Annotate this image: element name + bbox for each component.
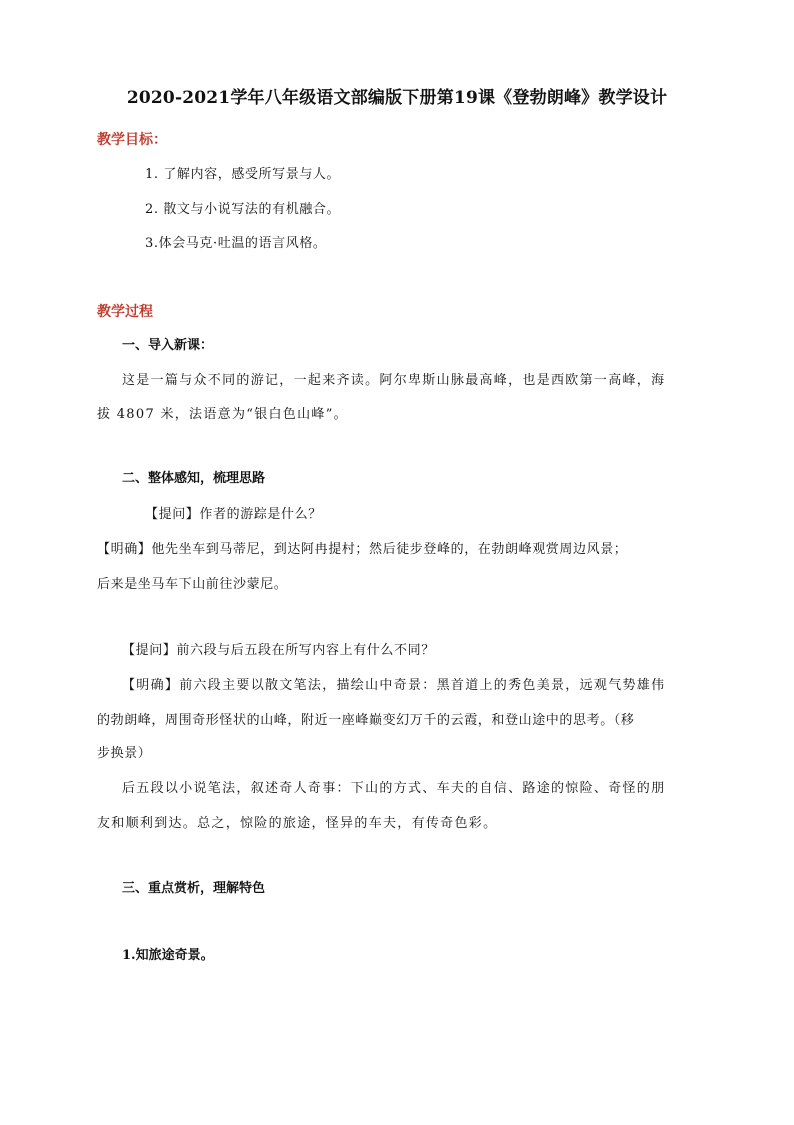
section2-answer-1-line-1: 【明确】他先坐车到马蒂尼，到达阿冉提村；然后徒步登峰的，在勃朗峰观赏周边风景； (97, 542, 628, 557)
document-title: 2020-2021学年八年级语文部编版下册第19课《登勃朗峰》教学设计 (126, 88, 668, 108)
objectives-heading: 教学目标： (97, 132, 167, 148)
section2-answer-2-line-2: 的勃朗峰，周围奇形怪状的山峰，附近一座峰巅变幻万千的云霞，和登山途中的思考。（移 (97, 713, 635, 728)
section1-line-1: 这是一篇与众不同的游记，一起来齐读。阿尔卑斯山脉最高峰，也是西欧第一高峰，海 (122, 373, 666, 388)
section2-answer-2-line-1: 【明确】前六段主要以散文笔法，描绘山中奇景：黑首道上的秀色美景，远观气势雄伟 (122, 678, 666, 693)
section2-answer-3-line-2: 友和顺利到达。总之，惊险的旅途，怪异的车夫，有传奇色彩。 (97, 816, 498, 831)
section1-heading: 一、导入新课： (122, 338, 214, 353)
section2-answer-1-line-2: 后来是坐马车下山前往沙蒙尼。 (97, 577, 288, 592)
section2-question-2: 【提问】前六段与后五段在所写内容上有什么不同？ (122, 643, 435, 658)
process-heading: 教学过程 (97, 304, 153, 320)
objective-item-3: 3.体会马克·吐温的语言风格。 (145, 236, 327, 251)
section3-heading: 三、重点赏析，理解特色 (122, 881, 266, 896)
objective-item-1: 1. 了解内容，感受所写景与人。 (145, 167, 341, 182)
section1-line-2: 拔 4807 米，法语意为“银白色山峰”。 (97, 407, 348, 422)
objective-item-2: 2. 散文与小说写法的有机融合。 (145, 202, 341, 217)
section3-subheading-1: 1.知旅途奇景。 (122, 948, 214, 963)
section2-heading: 二、整体感知，梳理思路 (122, 471, 266, 486)
section2-question-1: 【提问】作者的游踪是什么？ (145, 507, 322, 522)
section2-answer-3-line-1: 后五段以小说笔法，叙述奇人奇事：下山的方式、车夫的自信、路途的惊险、奇怪的朋 (122, 781, 666, 796)
section2-answer-2-line-3: 步换景） (97, 746, 152, 761)
